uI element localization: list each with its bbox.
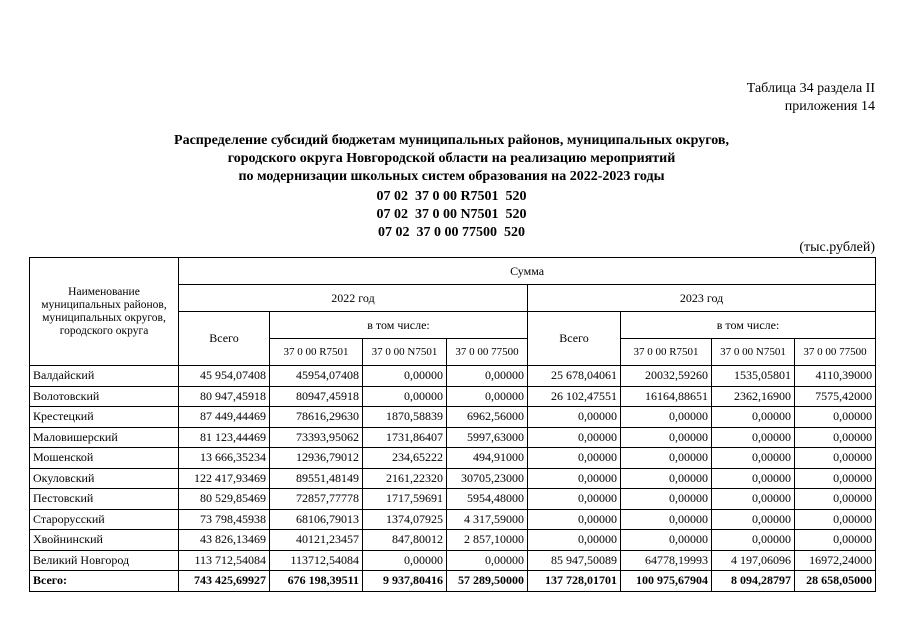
amount-cell: 26 102,47551 [528, 386, 621, 407]
amount-cell: 8 094,28797 [712, 571, 795, 592]
amount-cell: 0,00000 [528, 407, 621, 428]
amount-cell: 113712,54084 [270, 550, 363, 571]
including-2022-header: в том числе: [270, 312, 528, 339]
reference-line-1: Таблица 34 раздела II [746, 81, 875, 96]
amount-cell: 68106,79013 [270, 509, 363, 530]
table-row [30, 386, 876, 407]
amount-cell: 122 417,93469 [179, 468, 270, 489]
amount-cell: 16972,24000 [795, 550, 876, 571]
amount-cell: 0,00000 [363, 386, 447, 407]
amount-cell: 494,91000 [447, 448, 528, 469]
table-row [30, 427, 876, 448]
municipality-name: Великий Новгород [30, 550, 179, 571]
units-label: (тыс.рублей) [799, 240, 875, 255]
amount-cell: 0,00000 [712, 407, 795, 428]
amount-cell: 0,00000 [795, 509, 876, 530]
amount-cell: 0,00000 [621, 530, 712, 551]
amount-cell: 4 197,06096 [712, 550, 795, 571]
amount-cell: 0,00000 [363, 366, 447, 387]
amount-cell: 2161,22320 [363, 468, 447, 489]
amount-cell: 0,00000 [795, 468, 876, 489]
municipality-name: Крестецкий [30, 407, 179, 428]
amount-cell: 0,00000 [621, 448, 712, 469]
amount-cell: 78616,29630 [270, 407, 363, 428]
municipality-name: Волотовский [30, 386, 179, 407]
amount-cell: 6962,56000 [447, 407, 528, 428]
sub-col-header: 37 0 00 N7501 [712, 339, 795, 366]
amount-cell: 1535,05801 [712, 366, 795, 387]
amount-cell: 7575,42000 [795, 386, 876, 407]
municipality-name: Пестовский [30, 489, 179, 510]
table-row [30, 448, 876, 469]
amount-cell: 0,00000 [528, 489, 621, 510]
amount-cell: 45954,07408 [270, 366, 363, 387]
amount-cell: 73 798,45938 [179, 509, 270, 530]
amount-cell: 1717,59691 [363, 489, 447, 510]
amount-cell: 0,00000 [528, 530, 621, 551]
amount-cell: 5954,48000 [447, 489, 528, 510]
total-row [30, 571, 876, 592]
amount-cell: 16164,88651 [621, 386, 712, 407]
amount-cell: 137 728,01701 [528, 571, 621, 592]
amount-cell: 80947,45918 [270, 386, 363, 407]
document-title [0, 132, 903, 186]
municipality-name: Маловишерский [30, 427, 179, 448]
amount-cell: 5997,63000 [447, 427, 528, 448]
amount-cell: 0,00000 [447, 386, 528, 407]
table-row [30, 509, 876, 530]
amount-cell: 0,00000 [621, 407, 712, 428]
municipality-name: Валдайский [30, 366, 179, 387]
reference-line-2: приложения 14 [784, 99, 875, 114]
table-row [30, 366, 876, 387]
year-2022-header: 2022 год [179, 285, 528, 312]
amount-cell: 1374,07925 [363, 509, 447, 530]
amount-cell: 0,00000 [447, 366, 528, 387]
municipality-name: Мошенской [30, 448, 179, 469]
amount-cell: 0,00000 [528, 448, 621, 469]
amount-cell: 0,00000 [712, 489, 795, 510]
amount-cell: 0,00000 [712, 509, 795, 530]
amount-cell: 80 529,85469 [179, 489, 270, 510]
amount-cell: 20032,59260 [621, 366, 712, 387]
amount-cell: 81 123,44469 [179, 427, 270, 448]
amount-cell: 0,00000 [795, 448, 876, 469]
amount-cell: 0,00000 [621, 489, 712, 510]
amount-cell: 43 826,13469 [179, 530, 270, 551]
amount-cell: 64778,19993 [621, 550, 712, 571]
sub-col-header: 37 0 00 N7501 [363, 339, 447, 366]
amount-cell: 45 954,07408 [179, 366, 270, 387]
municipality-name: Хвойнинский [30, 530, 179, 551]
amount-cell: 0,00000 [795, 489, 876, 510]
total-2023-header: Всего [528, 312, 621, 366]
amount-cell: 0,00000 [712, 468, 795, 489]
title-line-1: Распределение субсидий бюджетам муниципальных районов, муниципальных округов, [174, 133, 729, 148]
amount-cell: 57 289,50000 [447, 571, 528, 592]
amount-cell: 1731,86407 [363, 427, 447, 448]
amount-cell: 2362,16900 [712, 386, 795, 407]
amount-cell: 80 947,45918 [179, 386, 270, 407]
amount-cell: 1870,58839 [363, 407, 447, 428]
table-row [30, 489, 876, 510]
sum-header: Сумма [179, 258, 876, 285]
budget-code: 07 02 37 0 00 77500 520 [378, 225, 525, 240]
amount-cell: 28 658,05000 [795, 571, 876, 592]
title-line-3: по модернизации школьных систем образования на 2022-2023 годы [238, 169, 665, 184]
amount-cell: 13 666,35234 [179, 448, 270, 469]
year-2023-header: 2023 год [528, 285, 876, 312]
sub-col-header: 37 0 00 R7501 [270, 339, 363, 366]
amount-cell: 0,00000 [528, 427, 621, 448]
amount-cell: 0,00000 [528, 509, 621, 530]
amount-cell: 0,00000 [795, 407, 876, 428]
amount-cell: 89551,48149 [270, 468, 363, 489]
amount-cell: 12936,79012 [270, 448, 363, 469]
amount-cell: 0,00000 [621, 427, 712, 448]
amount-cell: 4 317,59000 [447, 509, 528, 530]
amount-cell: 0,00000 [621, 509, 712, 530]
table-reference [747, 80, 875, 116]
amount-cell: 0,00000 [447, 550, 528, 571]
amount-cell: 2 857,10000 [447, 530, 528, 551]
amount-cell: 0,00000 [795, 530, 876, 551]
table-row [30, 530, 876, 551]
budget-codes [0, 188, 903, 242]
table-row [30, 407, 876, 428]
amount-cell: 676 198,39511 [270, 571, 363, 592]
municipality-name: Старорусский [30, 509, 179, 530]
amount-cell: 743 425,69927 [179, 571, 270, 592]
table-row [30, 468, 876, 489]
amount-cell: 100 975,67904 [621, 571, 712, 592]
amount-cell: 0,00000 [528, 468, 621, 489]
amount-cell: 0,00000 [795, 427, 876, 448]
municipality-name: Окуловский [30, 468, 179, 489]
title-line-2: городского округа Новгородской области на реализацию мероприятий [227, 151, 676, 166]
budget-code: 07 02 37 0 00 R7501 520 [376, 189, 527, 204]
amount-cell: 0,00000 [712, 530, 795, 551]
sub-col-header: 37 0 00 R7501 [621, 339, 712, 366]
municipality-name: Всего: [30, 571, 179, 592]
including-2023-header: в том числе: [621, 312, 876, 339]
amount-cell: 0,00000 [363, 550, 447, 571]
amount-cell: 234,65222 [363, 448, 447, 469]
amount-cell: 87 449,44469 [179, 407, 270, 428]
amount-cell: 847,80012 [363, 530, 447, 551]
amount-cell: 113 712,54084 [179, 550, 270, 571]
amount-cell: 9 937,80416 [363, 571, 447, 592]
budget-code: 07 02 37 0 00 N7501 520 [376, 207, 527, 222]
amount-cell: 4110,39000 [795, 366, 876, 387]
amount-cell: 0,00000 [712, 448, 795, 469]
total-2022-header: Всего [179, 312, 270, 366]
amount-cell: 0,00000 [621, 468, 712, 489]
amount-cell: 40121,23457 [270, 530, 363, 551]
amount-cell: 0,00000 [712, 427, 795, 448]
sub-col-header: 37 0 00 77500 [795, 339, 876, 366]
amount-cell: 72857,77778 [270, 489, 363, 510]
amount-cell: 30705,23000 [447, 468, 528, 489]
table-row [30, 550, 876, 571]
amount-cell: 85 947,50089 [528, 550, 621, 571]
amount-cell: 73393,95062 [270, 427, 363, 448]
name-column-header: Наименование муниципальных районов, муниципальных округов, городского округа [30, 258, 179, 366]
sub-col-header: 37 0 00 77500 [447, 339, 528, 366]
amount-cell: 25 678,04061 [528, 366, 621, 387]
subsidy-table [29, 257, 876, 592]
